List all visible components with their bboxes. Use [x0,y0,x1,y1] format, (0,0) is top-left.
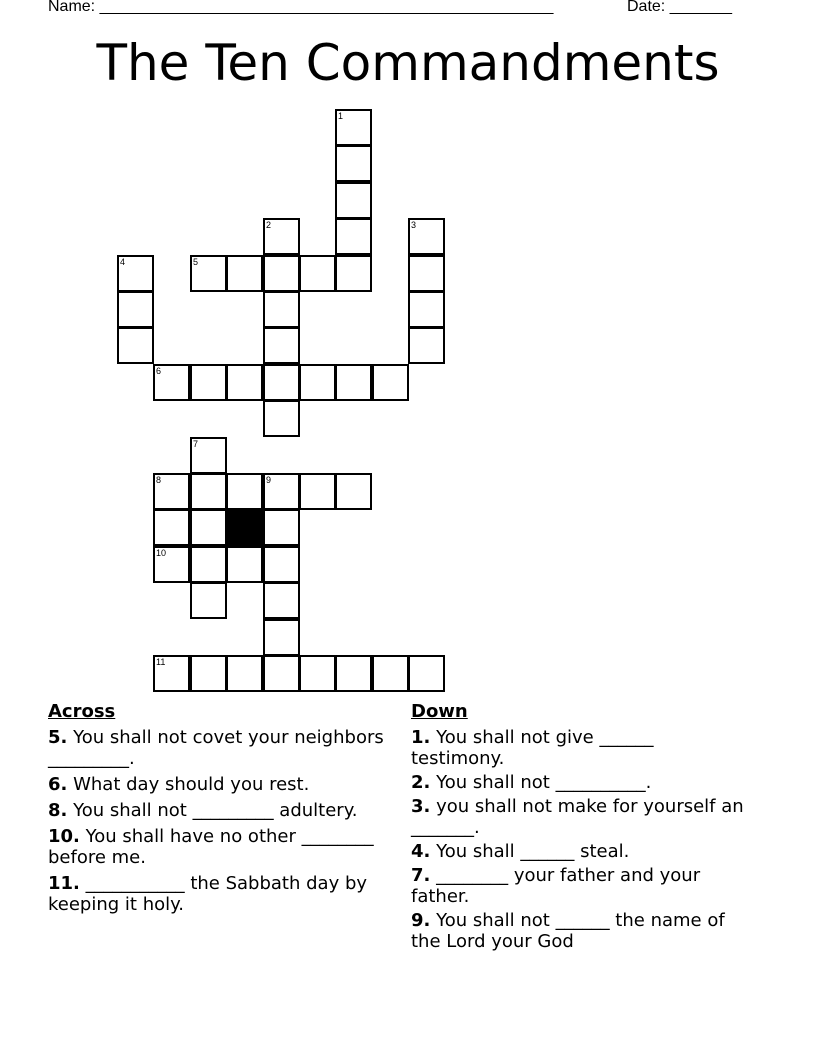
clue-across-11 [48,873,388,915]
clue-down-1 [411,727,751,769]
date-field-label: Date: _______ [627,0,732,15]
crossword-cell[interactable] [226,546,263,583]
clue-number: 5. [48,727,68,748]
clue-down-4 [411,841,751,862]
cell-number: 3 [411,220,417,230]
crossword-cell[interactable] [335,473,372,510]
clue-number: 7. [411,865,431,886]
crossword-cell[interactable] [263,509,300,546]
crossword-cell[interactable] [190,473,227,510]
down-heading: Down [411,701,468,722]
cell-number: 10 [156,548,167,558]
crossword-cell[interactable] [408,218,445,255]
crossword-cell[interactable] [372,364,409,401]
crossword-cell[interactable] [299,473,336,510]
clue-down-7 [411,865,751,907]
crossword-cell[interactable] [335,218,372,255]
cell-number: 8 [156,475,162,485]
crossword-cell[interactable] [153,364,190,401]
crossword-cell[interactable] [263,218,300,255]
cell-number: 7 [193,439,199,449]
crossword-cell[interactable] [153,546,190,583]
clue-number: 3. [411,796,431,817]
clue-number: 2. [411,772,431,793]
crossword-cell[interactable] [263,364,300,401]
across-heading: Across [48,701,116,722]
crossword-cell[interactable] [153,509,190,546]
cell-number: 2 [266,220,272,230]
crossword-cell[interactable] [190,509,227,546]
crossword-cell[interactable] [263,255,300,292]
down-clues [411,701,751,955]
cell-number: 4 [120,257,126,267]
clue-text: You shall have no other ________ before me. [48,826,374,868]
clue-number: 6. [48,774,68,795]
cell-number: 5 [193,257,199,267]
crossword-cell[interactable] [335,109,372,146]
crossword-cell[interactable] [372,655,409,692]
crossword-cell[interactable] [190,546,227,583]
crossword-cell[interactable] [226,255,263,292]
crossword-cell[interactable] [117,327,154,364]
clue-number: 11. [48,873,80,894]
crossword-cell[interactable] [263,582,300,619]
clue-text: ___________ the Sabbath day by keeping it holy. [48,873,368,915]
crossword-cell[interactable] [190,364,227,401]
cell-number: 9 [266,475,272,485]
clue-text: ________ your father and your father. [411,865,701,907]
crossword-cell[interactable] [190,655,227,692]
crossword-cell[interactable] [263,291,300,328]
crossword-cell[interactable] [263,400,300,437]
crossword-cell[interactable] [226,655,263,692]
crossword-cell[interactable] [263,473,300,510]
crossword-cell[interactable] [117,291,154,328]
clue-text: You shall ______ steal. [430,841,630,862]
cell-number: 6 [156,366,162,376]
crossword-cell[interactable] [335,255,372,292]
crossword-cell[interactable] [335,145,372,182]
crossword-cell[interactable] [226,364,263,401]
crossword-cell[interactable] [408,655,445,692]
crossword-cell[interactable] [226,473,263,510]
clue-number: 4. [411,841,431,862]
clue-across-10 [48,826,388,868]
clue-across-5 [48,727,388,769]
crossword-cell[interactable] [299,364,336,401]
crossword-cell[interactable] [408,291,445,328]
cell-number: 1 [338,111,344,121]
clue-number: 1. [411,727,431,748]
clue-text: You shall not __________. [430,772,652,793]
across-clues [48,701,388,920]
clue-text: You shall not _________ adultery. [67,800,358,821]
clue-number: 10. [48,826,80,847]
clue-across-8 [48,800,388,821]
clue-number: 8. [48,800,68,821]
crossword-cell[interactable] [408,255,445,292]
crossword-cell[interactable] [190,437,227,474]
clue-text: You shall not give ______ testimony. [411,727,654,769]
page-title: The Ten Commandments [96,34,720,92]
crossword-cell[interactable] [263,327,300,364]
cell-number: 11 [156,657,166,667]
crossword-cell[interactable] [117,255,154,292]
clue-number: 9. [411,910,431,931]
clue-text: You shall not ______ the name of the Lord your God [411,910,725,952]
crossword-cell[interactable] [263,655,300,692]
clue-down-3 [411,796,751,838]
crossword-cell[interactable] [263,546,300,583]
crossword-cell[interactable] [190,582,227,619]
crossword-cell[interactable] [335,364,372,401]
clue-text: you shall not make for yourself an _______. [411,796,744,838]
crossword-cell[interactable] [153,655,190,692]
crossword-cell[interactable] [335,655,372,692]
clue-text: What day should you rest. [67,774,310,795]
crossword-cell[interactable] [190,255,227,292]
crossword-cell[interactable] [153,473,190,510]
crossword-cell[interactable] [335,182,372,219]
crossword-cell[interactable] [263,619,300,656]
crossword-cell[interactable] [299,655,336,692]
crossword-cell[interactable] [408,327,445,364]
clue-down-2 [411,772,751,793]
clue-text: You shall not covet your neighbors _________. [48,727,384,769]
clue-down-9 [411,910,751,952]
clue-across-6 [48,774,388,795]
crossword-cell[interactable] [299,255,336,292]
black-square [226,509,263,546]
name-field-label: Name: ___________________________________________________ [48,0,554,15]
